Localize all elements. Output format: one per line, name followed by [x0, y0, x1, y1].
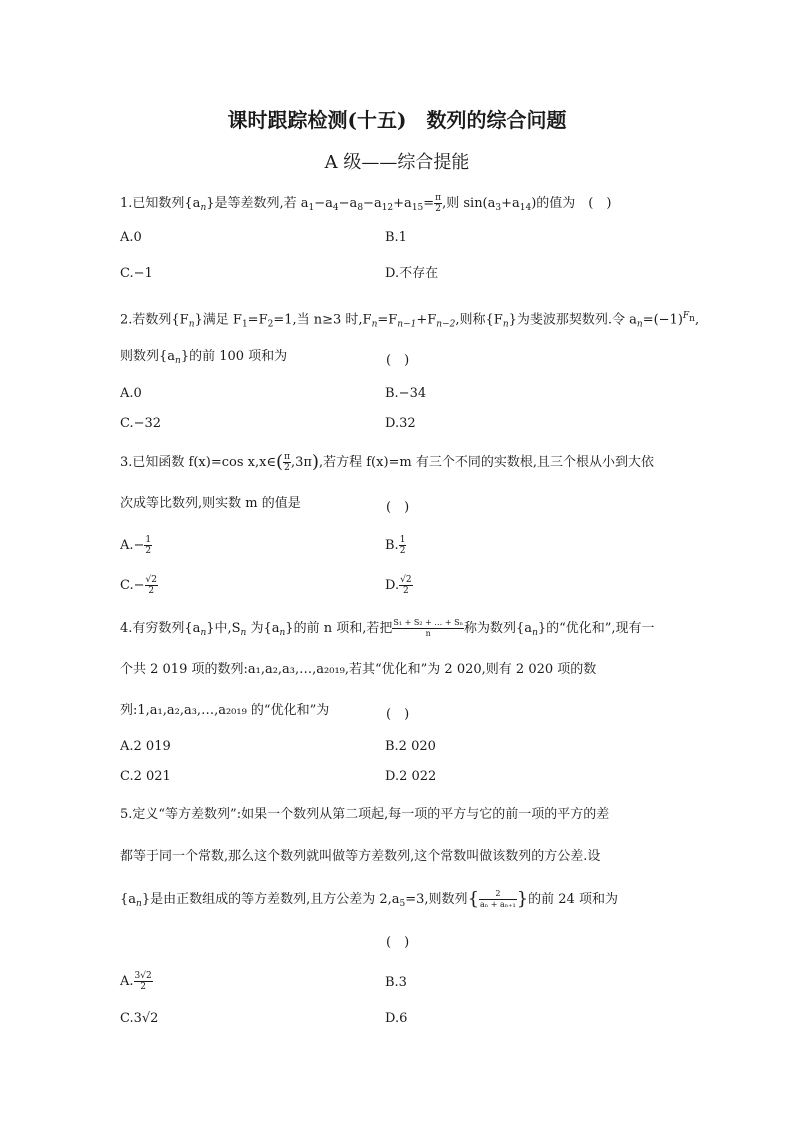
- question-2-stem-line-1: 2.若数列$\{F_n\}$满足 $F_1=F_2=1$,当 n≥3 时$,F_n=F_{n-1}+F_{n-2}$,则称$\{F_n\}$为斐波那契数列.令 $a_n=(-1)^{F_n}$,: [120, 311, 700, 330]
- question-3-stem-line-2: 次成等比数列,则实数 m 的值是: [120, 496, 301, 511]
- q4-option-a: A.2 019: [120, 739, 171, 754]
- question-5-stem-line-2: 都等于同一个常数,那么这个数列就叫做等方差数列,这个常数叫做该数列的方公差.设: [120, 849, 601, 864]
- question-5-stem-line-1: 5.定义“等方差数列”:如果一个数列从第二项起,每一项的平方与它的前一项的平方的差: [120, 807, 610, 822]
- question-1-stem: 1.已知数列$\{a_n\}$是等差数列,若 $a_1-a_4-a_8-a_{12}+a_{15}=$ $\frac{\pi}{2}$ ,则 $\sin(a_3+a_{14})$的值为 ( ): [120, 193, 612, 214]
- q4-answer-bracket: ( ): [386, 707, 410, 722]
- question-4-stem-line-3: 列:1,a₁,a₂,a₃,…,a₂₀₁₉ 的“优化和”为: [120, 703, 330, 718]
- q5-option-d: D.6: [385, 1011, 408, 1026]
- question-4-stem-line-1: 4.有穷数列$\{a_n\}$中$,S_n$ 为$\{a_n\}$的前 n 项和,若把 $\frac{\text{S₁ + S₂ + … + Sₙ}}{n}$ 称为数列$\{a_n\}$的“优化和”,现有一: [120, 618, 655, 638]
- q4-option-b: B.2 020: [385, 739, 436, 754]
- q3-answer-bracket: ( ): [386, 500, 410, 515]
- q3-option-c: C.− $\frac{√2}{2}$: [120, 575, 157, 596]
- pi-over-2-fraction: $\frac{\pi}{2}$: [435, 193, 442, 214]
- q4-option-d: D.2 022: [385, 769, 437, 784]
- question-5-stem-line-3: $\{a_n\}$是由正数组成的等方差数列,且方公差为 $2,a_5=3$,则数列{ $\frac{2}{\text{aₙ + aₙ₊₁}}$ }的前 24 项和为: [120, 888, 618, 910]
- q2-option-a: A.0: [120, 386, 142, 401]
- q5-answer-bracket: ( ): [386, 935, 410, 950]
- q3-option-a: A.− $\frac{1}{2}$: [120, 535, 152, 556]
- q5-option-b: B.3: [385, 975, 407, 990]
- q4-option-c: C.2 021: [120, 769, 171, 784]
- q1-option-c: C.−1: [120, 266, 153, 281]
- section-subtitle: A 级——综合提能: [324, 152, 470, 173]
- q5-option-c: C.3√2: [120, 1011, 159, 1026]
- question-2-stem-line-2: 则数列$\{a_n\}$的前 100 项和为: [120, 349, 288, 366]
- question-4-stem-line-2: 个共 2 019 项的数列:a₁,a₂,a₃,…,a₂₀₁₉,若其“优化和”为 2 020,则有 2 020 项的数: [120, 662, 597, 677]
- question-3-stem-line-1: 3.已知函数 f(x)=cos x,x∈( $\frac{\pi}{2}$ ,3π),若方程 f(x)=m 有三个不同的实数根,且三个根从小到大依: [120, 451, 655, 473]
- q2-option-c: C.−32: [120, 416, 162, 431]
- q3-option-d: D. $\frac{√2}{2}$: [385, 575, 412, 596]
- page-title: 课时跟踪检测(十五) 数列的综合问题: [227, 108, 567, 132]
- q1-option-b: B.1: [385, 230, 407, 245]
- q2-option-d: D.32: [385, 416, 416, 431]
- q5-option-a: A. $\frac{3√2}{2}$: [120, 971, 152, 992]
- q3-option-b: B. $\frac{1}{2}$: [385, 535, 406, 556]
- q2-option-b: B.−34: [385, 386, 427, 401]
- q1-option-a: A.0: [120, 230, 142, 245]
- q1-option-d: D.不存在: [385, 266, 439, 281]
- q2-answer-bracket: ( ): [386, 353, 410, 368]
